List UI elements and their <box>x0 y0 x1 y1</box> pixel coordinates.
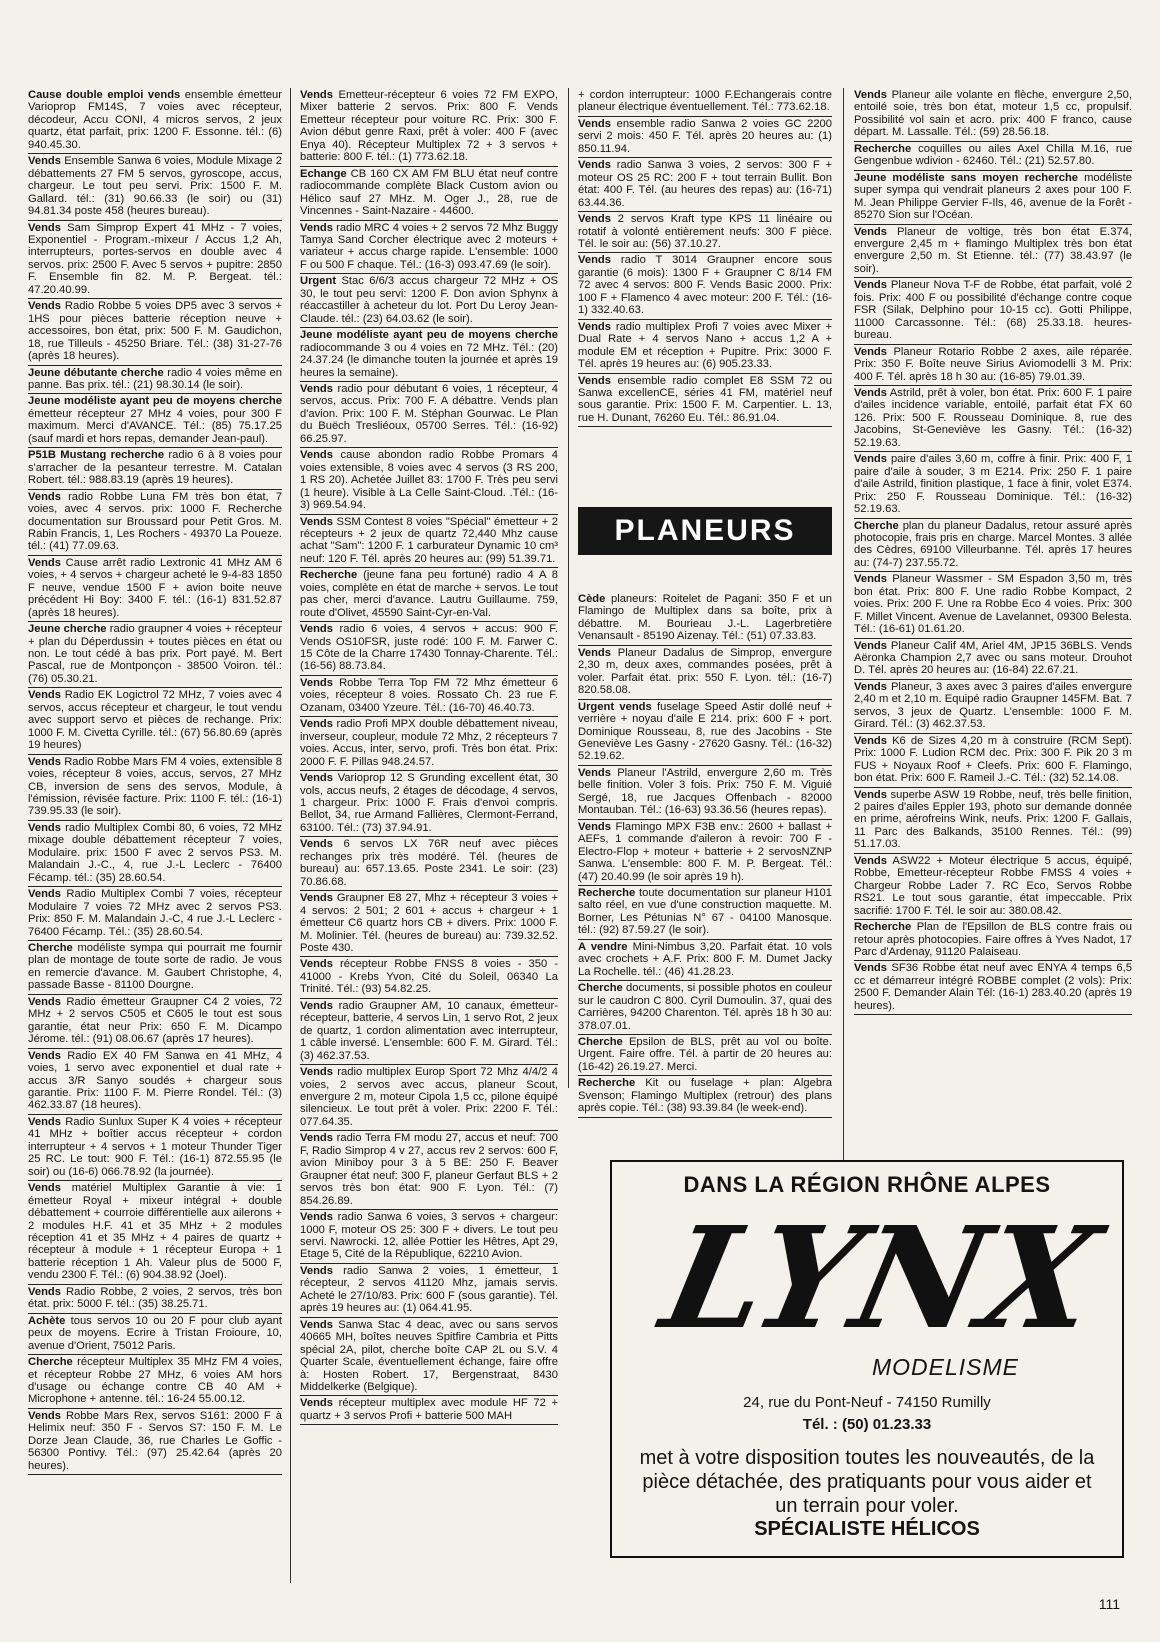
ad-text: Radio Sunlux Super K 4 voies + récepteur 41 MHz + boîtier accus récepteur + cordon interrupteur + 4 servos + 1 moteur Thunder Tiger 25 RC. Le tout: 900 F. Tél.: (16-1) 872.55.95 (le soir) ou (16-6) 066.78.92 (la journée). <box>28 1115 282 1178</box>
ad-text: Radio Robbe, 2 voies, 2 servos, très bon état. prix: 5000 F. tél.: (35) 38.25.71. <box>28 1285 282 1311</box>
ad-keyword: Vends <box>578 766 611 779</box>
lynx-logo <box>650 1196 1112 1361</box>
ad-keyword: Vends <box>300 958 333 971</box>
ad-text: 6 servos LX 76R neuf avec pièces rechanges prix très modéré. Tél. (heures de bureau) au: 657.13.65. Poste 2341. Le soir: (23) 70.86.68. <box>300 838 558 888</box>
ad-keyword: Vends <box>854 453 887 466</box>
ad-text: ASW22 + Moteur électrique 5 accus, équipé, Robbe, Emetteur-récepteur Robbe FMSS 4 voies + Chargeur Robbe Lader 7. RC Eco, Servos Robbe RS21. Le tout sous garantie, état impeccable. Prix sacrifié: 1700 F. Tél. le soir au: 380.08.42. <box>854 854 1132 917</box>
classified-ad <box>854 345 1132 386</box>
classified-ad <box>578 820 832 886</box>
classified-ad <box>300 515 558 569</box>
classified-ad <box>28 556 282 622</box>
classified-ad <box>28 755 282 821</box>
ad-keyword: Vends <box>300 221 333 234</box>
classified-ad <box>28 995 282 1049</box>
classified-ad <box>28 887 282 941</box>
lynx-logo-text: LYNX <box>650 1196 1112 1361</box>
ad-text: radio pour débutant 6 voies, 1 récepteur, 4 servos, accus. Prix: 700 F. A débattre. Vends plan d'avion. Prix: 100 F. M. Stéphan Gourwac. Le Plan du Buëch Tresliéoux, 05700 Serres. Tél.: (16-92) 66.25.97. <box>300 382 558 445</box>
classified-ad <box>28 366 282 395</box>
ad-text: Radio Robbe 5 voies DP5 avec 3 servos + 1HS pour pièces batterie réception neuve + accessoires, bon état, prix: 500 F. M. Gaudichon, 18, rue Tilleuls - 45250 Briare. Tél.: (38) 31-27-76 (après 18 heures). <box>28 300 282 363</box>
ad-keyword: Jeune modéliste sans moyen recherche <box>854 171 1078 184</box>
ad-text: toute documentation sur planeur H101 salto réel, en vue d'une construction maquette. M. Borner, Les Pétunias N° 67 - 04100 Manosque. tél.: (92) 87.59.27 (le soir). <box>578 886 832 937</box>
ad-text: radio multiplex Profi 7 voies avec Mixer + Dual Rate + 4 servos Nano + accus 1,2 A + module EM et réception + Pupitre. Prix: 3000 F. Tél. après 19 heures au: (6) 905.23.33. <box>578 320 832 371</box>
ad-text: radio Multiplex Combi 80, 6 voies, 72 MHz mixage double débattement récepteur 7 voies, Modulaire. prix: 1500 F avec 2 servos PS3. M. Malandain J.-C., 4, rue J.-L Leclerc - 76400 Fécamp. tél.: (35) 28.60.54. <box>28 821 282 884</box>
classified-ad <box>28 394 282 448</box>
ad-keyword: Vends <box>854 854 887 867</box>
ad-text: radio 6 à 8 voies pour s'arracher de la pesanteur terrestre. M. Catalan Robert. tél.: 988.83.19 (après 19 heures). <box>28 449 283 487</box>
ad-keyword: Vends <box>28 1182 61 1195</box>
ad-keyword: Vends <box>28 300 61 313</box>
classified-ad <box>578 766 832 820</box>
ad-keyword: Echange <box>300 167 347 180</box>
classified-ad <box>578 253 832 319</box>
ad-text: Robbe Terra Top FM 72 Mhz émetteur 6 voies, récepteur 8 voies. Rossato Ch. 23 rue F. Ozanam, 03400 Yzeure. Tél.: (16-70) 46.40.73. <box>300 676 558 714</box>
ad-keyword: Vends <box>300 1264 333 1277</box>
ad-text: Robbe Mars Rex, servos S161: 2000 F à Helimix neuf: 350 F - Servos S7: 150 F. M. Le Dorze Jean Claude, 36, rue Charles Le Goffic - 56300 Pontivy. Tél.: (97) 25.42.64 (après 20 heures). <box>28 1409 282 1472</box>
classified-ad <box>300 622 558 676</box>
ad-text: planeurs: Roitelet de Pagani: 350 F et un Flamingo de Multiplex dans sa boîte, prix à débattre. M. Bourieau J.-L. Lagerbretière Venansault - 85190 Aizenay. Tél.: (51) 07.33.83. <box>578 593 832 643</box>
ad-keyword: Vends <box>28 995 61 1008</box>
ad-text: SF36 Robbe état neuf avec ENYA 4 temps 6,5 cc et démarreur intégré ROBBE complet (2 vols): Prix: 2500 F. Demander Alain Tél: (16-1) 283.40.20 (après 19 heures). <box>854 962 1132 1012</box>
ad-keyword: Vends <box>854 734 887 747</box>
classified-ad <box>578 1035 832 1076</box>
ad-keyword: Vends <box>300 623 333 636</box>
ad-keyword: Vends <box>28 1409 61 1422</box>
classifieds-column-2 <box>300 88 558 1583</box>
ad-text: Planeur Dadalus de Simprop, envergure 2,30 m, deux axes, commandes posées, prêt à voler. Parfait état. prix: 550 F. Lyon. tél.: (16-7) 820.58.08. <box>578 646 832 697</box>
ad-text: radio graupner 4 voies + récepteur + plan du Déperdussin + toutes pièces en état ou non. Le tout cédé à bas prix. Port payé. M. Bert Pascal, rue de Montponçon - 38500 Voiron. tél.: (76) 05.30.21. <box>28 623 282 685</box>
classified-ad <box>578 940 832 981</box>
classified-ad <box>854 572 1132 638</box>
ad-text: radio Robbe Luna FM très bon état, 7 voies, avec 4 servos. prix: 1000 F. Recherche documentation sur Broussard pour Petit Gros. M. Rabin Francis, 1, Les Rochers - 49370 La Poueze. tél.: (41) 77.09.63. <box>28 490 282 553</box>
classified-ad <box>300 1210 558 1264</box>
classified-ad <box>300 274 558 328</box>
ad-text: Planeur Nova T-F de Robbe, état parfait, volé 2 fois. Prix: 400 F ou possibilité d'échange contre coque FSR (Silak, Delphino pour 10-15 cc). Gotti Philippe, 11000 Carcassonne. Tél.: (68) 25.33.18. heures-bureau. <box>854 279 1132 342</box>
ad-keyword: Vends <box>300 382 333 395</box>
classified-ad <box>28 821 282 887</box>
ad-keyword: Vends <box>28 755 61 768</box>
classified-ad <box>28 299 282 365</box>
ad-keyword: Vends <box>28 221 61 234</box>
ad-text: Cause arrêt radio Lextronic 41 MHz AM 6 voies, + 4 servos + chargeur acheté le 9-4-83 1850 F neuve, vendue 1500 F + avion boite neuve précédent Hi Boy: 3400 F. tél.: (16-1) 831.52.87 (après 18 heures). <box>28 556 282 619</box>
ad-text: Radio Multiplex Combi 7 voies, récepteur Modulaire 7 voies 72 MHz avec 2 servos PS3. Prix: 850 F. M. Malandain J.-C, 4 rue J.-L Leclerc - 76400 Fécamp. Tél.: (35) 28.60.54. <box>28 888 282 938</box>
ad-text: plan du planeur Dadalus, retour assuré après photocopie, frais pris en charge. Marcel Montes. 3 allée des Cèdres, 69100 Villeurbanne. Tél. après 17 heures au: (74-7) 237.55.72. <box>854 519 1132 569</box>
classified-ad <box>300 771 558 837</box>
classified-ad <box>300 1318 558 1397</box>
ad-text: Planeur, 3 axes avec 3 paires d'ailes envergure 2,40 m et 2,10 m. Equipé radio Graupner 145FM. Bat. 7 servos, 3 jeux de Quartz. L'ensemble: 1000 F. M. Girard. Tél.: (3) 462.37.53. <box>854 680 1132 731</box>
classified-ad <box>578 981 832 1035</box>
ad-text: Planeur l'Astrild, envergure 2,60 m. Très belle finition. Voler 3 fois. Prix: 750 F. M. Viguié Sergé, 18, rue Jacques Offenbach - 82000 Montauban. Tél.: (16-63) 93.36.56 (heures repas). <box>578 766 832 817</box>
ad-keyword: Vends <box>28 821 61 834</box>
ad-keyword: Vends <box>28 490 61 503</box>
ad-keyword: Cherche <box>578 982 623 995</box>
classified-ad <box>28 1285 282 1314</box>
ad-keyword: Recherche <box>578 886 636 899</box>
ad-keyword: Vends <box>854 788 887 801</box>
ad-text: Graupner E8 27, Mhz + récepteur 3 voies + 4 servos: 2 501; 2 601 + accus + chargeur + 1 émetteur C6 quartz hors CB + divers. Prix: 1000 F. M. Molinier. Tél. (heures de bureau) au: 739.32.52. Poste 430. <box>300 892 558 954</box>
ad-keyword: Cherche <box>578 1035 623 1048</box>
ad-text: ensemble émetteur Varioprop FM14S, 7 voies avec récepteur, décodeur, Accu CONI, 4 micros servos, 2 jeux quartz, état parfait, prix: 1200 F. Essonne. tél.: (6) 940.45.30. <box>28 89 282 151</box>
ad-keyword: Vends <box>578 320 611 333</box>
column-divider <box>843 88 844 1188</box>
classified-ad <box>578 592 832 646</box>
classified-ad <box>300 999 558 1065</box>
ad-keyword: Vends <box>300 838 333 851</box>
classified-ad <box>28 221 282 300</box>
ad-text: Radio émetteur Graupner C4 2 voies, 72 MHz + 2 servos C505 et C605 le tout est sous garantie, état neur Prix: 650 F. M. Dicampo Jérome. tél.: (91) 08.06.67 (après 17 heures). <box>28 995 282 1046</box>
classified-ad <box>854 788 1132 854</box>
ad-keyword: Vends <box>300 89 333 101</box>
ad-text: coquilles ou ailes Axel Chilla M.16, rue Gengenbue wdivion - 62460. Tél.: (21) 52.57.80. <box>854 142 1132 168</box>
classified-ad <box>578 158 832 212</box>
ad-text: radio Terra FM modu 27, accus et neuf: 700 F, Radio Simprop 4 v 27, accus rev 2 servos: 600 F, avion Miniboy pour 3 à 5 BE: 250 F. Beaver Graupner état neuf: 300 F, planeur Gerfaut BLS + 2 servos très bon état: 900 F. Lyon. Tél.: (7) 854.26.89. <box>300 1132 558 1207</box>
classified-ad <box>578 886 832 940</box>
classified-ad <box>854 278 1132 344</box>
classified-ad <box>300 568 558 622</box>
ad-region-heading: DANS LA RÉGION RHÔNE ALPES <box>683 1172 1051 1197</box>
ad-text: radio 6 voies, 4 servos + accus: 900 F. Vends OS10FSR, juste rodé: 100 F. M. Farwer C. 15 Côte de la Charre 17430 Tonnay-Charente. Tél.: (16-56) 88.73.84. <box>300 623 558 673</box>
ad-keyword: Vends <box>300 515 333 528</box>
ad-keyword: Cherche <box>28 942 73 954</box>
ad-keyword: Vends <box>300 1066 333 1079</box>
classified-ad <box>578 374 832 428</box>
classified-ad <box>28 1314 282 1355</box>
classified-ad <box>854 142 1132 171</box>
ad-keyword: Vends <box>854 386 887 399</box>
ad-text: cause abondon radio Robbe Promars 4 voies extensible, 8 voies avec 4 servos (3 RS 200, 1 RS 20). Achetée Juillet 83: 1700 F. Très peu servi (1 heure). Visible à La Celle Saint-Cloud. .Tél.: (16-3) 969.54.94. <box>300 449 558 512</box>
ad-keyword: Vends <box>28 556 61 569</box>
classified-ad <box>300 221 558 275</box>
ad-text: radiocommande 3 ou 4 voies en 72 MHz. Tél.: (20) 24.37.24 (le dimanche touten la journée et après 19 heures la semaine). <box>300 341 558 379</box>
ad-keyword: Vends <box>28 1115 61 1128</box>
ad-keyword: Vends <box>578 117 611 130</box>
ad-text: radio Sanwa 3 voies, 2 servos: 300 F + moteur OS 25 RC: 200 F + tout terrain Bullit. Bon état: 400 F. Tél. (au heures des repas) au: (16-71) 63.44.36. <box>578 159 832 209</box>
classified-ad <box>854 386 1132 452</box>
classified-ad <box>300 328 558 382</box>
ad-address: 24, rue du Pont-Neuf - 74150 Rumilly <box>743 1394 991 1411</box>
ad-text: Emetteur-récepteur 6 voies 72 FM EXPO, Mixer batterie 2 servos. Prix: 800 F. Vends Emetteur récepteur pour voiture RC. Prix: 300 F. Avion début genre Raxi, prêt à voler: 400 F (avec Enya 40). Récepteur Multiplex 72 + 3 servos + batterie: 800 F. tél.: (1) 773.62.18. <box>300 89 558 164</box>
ad-text: Planeur Wassmer - SM Espadon 3,50 m, très bon état. Prix: 800 F. Une radio Robbe Kompact, 2 voies. Prix: 200 F. Une ra Robbe Eco 4 voies. Prix: 300 F. Millet Vincent. Avenue de Lavelannet, 09300 Belesta. Tél.: (16-61) 01.61.20. <box>854 573 1132 636</box>
column-divider <box>290 88 291 1583</box>
lynx-advertisement <box>610 1160 1124 1558</box>
ad-text: SSM Contest 8 voies "Spécial" émetteur + 2 récepteurs + 2 jeux de quartz 72,440 Mhz cause achat "Sam": 1200 F. 1 carburateur Dynamic 10 cm³ neuf: 120 F. Tél. après 20 heures au: (99) 51.39.71. <box>300 515 558 565</box>
ad-keyword: Vends <box>300 1211 333 1224</box>
ad-keyword: Urgent <box>300 275 337 288</box>
ad-text: radio 4 voies même en panne. Bas prix. tél.: (21) 98.30.14 (le soir). <box>28 366 282 391</box>
ad-telephone: Tél. : (50) 01.23.33 <box>802 1416 932 1433</box>
ad-message: met à votre disposition toutes les nouveautés, de la pièce détachée, des pratiquants pour vous aider et un terrain pour voler. <box>639 1447 1095 1517</box>
classified-ad <box>300 891 558 957</box>
classifieds-column-3 <box>578 88 832 498</box>
classified-ad <box>854 171 1132 225</box>
ad-text: Planeur Rotario Robbe 2 axes, aile réparée. Prix: 350 F. Boîte neuve Sirius Aviomodelli 3 M. Prix: 400 F. Tél. après 18 h 30 au: (16-85) 79.01.39. <box>854 345 1132 383</box>
page-number: 111 <box>1098 1596 1120 1612</box>
ad-keyword: Vends <box>854 89 887 101</box>
ad-keyword: Vends <box>28 1049 61 1062</box>
ad-keyword: Vends <box>300 718 333 731</box>
ad-text: Radio Robbe Mars FM 4 voies, extensible 8 voies, récepteur 8 voies, accus, servos, 27 MHz CB, inversion de sens des servos, Module, à l'émission, révisée facture. Prix: 1100 F. tél.: (16-1) 739.95.33 (le soir). <box>28 755 282 818</box>
ad-text: Planeur de voltige, très bon état E.374, envergure 2,45 m + flamingo Multiplex très bon état envergure 2,50 m. St Etienne. tél.: (77) 38.43.97 (le soir). <box>854 225 1132 275</box>
ad-text: Sanwa Stac 4 deac, avec ou sans servos 40665 MH, boîtes neuves Spitfire Cambria et Pitts spécial 2A, pilot, cherche boîte CAP 2L ou S.V. 4 Quarter Scale, éventuellement échange, faire offre à: Hosten Robert. 17, Bergenstraat, 8430 Middelkerke (Belgique). <box>300 1318 558 1393</box>
ad-keyword: Vends <box>28 888 61 901</box>
ad-keyword: Vends <box>578 646 611 659</box>
ad-text: Planeur Calif 4M, Ariel 4M, JP15 36BLS. Vends Aëronka Champion 2,7 avec ou sans moteur. Drouhot D. Tél. après 20 heures au: (16-84) 22.67.21. <box>854 639 1132 677</box>
classified-ad <box>854 88 1132 142</box>
ad-text: 2 servos Kraft type KPS 11 linéaire ou rotatif à volonté entièrement neufs: 300 F pièce. Tél. le soir au: (56) 37.10.27. <box>578 213 832 250</box>
classified-ad <box>300 167 558 221</box>
classified-ad <box>300 1131 558 1210</box>
classified-ad <box>28 622 282 688</box>
ad-keyword: Cause double emploi vends <box>28 89 181 101</box>
ad-keyword: Vends <box>854 573 887 586</box>
ad-text: Kit ou fuselage + plan: Algebra Svenson; Flamingo Multiplex (retrour) des plans après copie. Tél.: (38) 93.39.84 (le week-end). <box>578 1077 832 1115</box>
ad-text: Flamingo MPX F3B env.: 2600 + ballast + AEFs, 1 commande d'aileron à revoir: 700 F - Electro-Flop + moteur + batterie + 2 servosNZNP Sanwa. L'ensemble: 800 F. M. P. Bergeat. Tél.: (47) 20.40.99 (le soir après 19 h). <box>578 820 832 883</box>
ad-text: paire d'ailes 3,60 m, coffre à finir. Prix: 400 F, 1 paire d'aile à souder, 3 m E214. Prix: 250 F. 1 paire d'aile Astrild, finition plastique, 1 face à finir, volet E374. Prix: 250 F. Rousseau Dominique. Tél.: (16-32) 52.19.63. <box>854 453 1132 516</box>
ad-keyword: Vends <box>300 892 333 905</box>
classified-ad <box>28 1049 282 1115</box>
ad-keyword: Achète <box>28 1314 66 1327</box>
ad-keyword: Jeune cherche <box>28 623 107 636</box>
ad-text: K6 de Sizes 4,20 m à construire (RCM Sept). Prix: 1000 F. Ludion RCM dec. Prix: 300 F. Pik 20 3 m FUS + Noyaux Roof + Cleefs. Prix: 600 F. Flamingo, bon état. Prix: 600 F. Rameil J.-C. Tél.: (32) 52.14.08. <box>854 734 1132 785</box>
ad-text: Ensemble Sanwa 6 voies, Module Mixage 2 débattements 27 FM 5 servos, gyroscope, accus, chargeur. Le tout peu servi. Prix: 1500 F. M. Gallard. tél.: (31) 90.66.33 (le soir) ou (31) 94.81.34 poste 458 (heures bureau). <box>28 155 282 218</box>
ad-keyword: Vends <box>578 374 611 387</box>
ad-text: Radio EX 40 FM Sanwa en 41 MHz, 4 voies, 1 servo avec exponentiel et dual rate + accus 3/R Sanyo soudés + chargeur sous garantie. Prix: 1100 F. M. Pierre Rondel. Tél.: (3) 462.33.87 (18 heures). <box>28 1049 282 1112</box>
classified-ad <box>300 1396 558 1425</box>
ad-text: Astrild, prêt à voler, bon état. Prix: 600 F. 1 paire d'ailes incidence variable, entoilé, parfait état FX 60 126. Prix: 500 F. Rousseau Dominique. 8, rue des Jacobins, St-Geneviève les Gasny. Tél.: (16-32) 52.19.63. <box>854 386 1132 449</box>
ad-text: radio multiplex Europ Sport 72 Mhz 4/4/2 4 voies, 2 servos avec accus, planeur Scout, envergure 2 m, moteur Cipola 1,5 cc, pilone équipé silencieux. Le tout prêt à voler. Prix: 2200 F. Tél.: 077.64.35. <box>300 1066 558 1128</box>
ad-text: tous servos 10 ou 20 F pour club ayant peux de moyens. Ecrire à Tristan Froioure, 10, avenue d'Orient, 75012 Paris. <box>28 1314 282 1352</box>
ad-keyword: A vendre <box>578 940 628 953</box>
classified-ad <box>300 1065 558 1131</box>
ad-keyword: Vends <box>28 155 61 168</box>
ad-keyword: Cherche <box>28 1356 73 1369</box>
ad-text: Mini-Nimbus 3,20. Parfait état. 10 vols avec crochets + A.F. Prix: 800 F. M. Dumet Jacky La Rochelle. tél.: (46) 41.28.23. <box>578 940 832 978</box>
classified-ad <box>28 448 282 489</box>
ad-keyword: Jeune débutante cherche <box>28 366 164 379</box>
classified-ad <box>28 88 282 154</box>
ad-text: Stac 6/6/3 accus chargeur 72 MHz + OS 30, le tout peu servi: 1200 F. Don avion Sphynx à réaccastiller à acheteur du lot. Port Du Leroy Jean-Claude. tél.: (23) 64.03.62 (le soir). <box>300 275 558 325</box>
classified-ad <box>578 88 832 117</box>
ad-text: CB 160 CX AM FM BLU état neuf contre radiocommande complète Black Custom avion ou Hélico sauf 27 MHz. M. Oger J., 28, rue de Vincennes - Saint-Nazaire - 44600. <box>300 167 558 218</box>
ad-keyword: Recherche <box>300 569 358 582</box>
ad-text: radio Sanwa 6 voies, 3 servos + chargeur: 1000 F, moteur OS 25: 300 F + divers. Le tout peu servi. Nawrocki. 12, allée Pottier les Hêtres, Apt 29, Etage 5, Cité de la République, 62210 Avion. <box>300 1211 558 1261</box>
classified-ad <box>854 452 1132 518</box>
ad-keyword: Vends <box>578 254 611 267</box>
classified-ad <box>28 1115 282 1181</box>
ad-text: matériel Multiplex Garantie à vie: 1 émetteur Royal + mixeur intégral + double débattement + courroie différentielle aux ailerons + 2 modules H.F. 41 et 35 MHz + 2 modules réception 41 et 35 MHz + 4 paires de quartz + récepteur à module + 1 récepteur Europa + 1 batterie réception 1 Ah. Valeur plus de 5000 F, vendu 2300 F. Tél.: (6) 904.38.92 (Joel). <box>28 1182 282 1282</box>
ad-text: récepteur multiplex avec module HF 72 + quartz + 3 servos Profi + batterie 500 MAH <box>300 1397 558 1422</box>
ad-text: Radio EK Logictrol 72 MHz, 7 voies avec 4 servos, accus récepteur et chargeur, le tout vendu avec support servo et pièces de rechange. Prix: 1000 F. M. Civetta Cyrille. tél.: (67) 56.80.69 (après 19 heures) <box>28 689 282 752</box>
classified-ad <box>28 941 282 995</box>
ad-text: modéliste sympa qui pourrait me fournir plan de montage de toute sorte de radio. Je vous en remercie d'avance. M. Gaubert Christophe, 4, passade Basse - 81100 Dourgne. <box>28 942 282 992</box>
ad-keyword: Vends <box>854 279 887 292</box>
ad-text: (jeune fana peu fortuné) radio 4 A 8 voies, complète en état de marche + servos. Le tout pas cher, merci d'avance. Lautru Guillaume. 759, route d'Olivet, 45590 Saint-Cyr-en-Val. <box>300 569 558 619</box>
classified-ad <box>28 1409 282 1475</box>
ad-text: Varioprop 12 S Grunding excellent état, 30 vols, accus neufs, 2 étages de décodage, 4 servos, 1 chargeur. Prix: 1000 F. Frais d'envoi compris. Bellot, 34, rue Armand Fallières, Clermont-Ferrand, 63100. Tél.: (73) 37.94.91. <box>300 772 558 834</box>
ad-keyword: Vends <box>854 345 887 358</box>
classified-ad <box>300 448 558 514</box>
ad-keyword: Vends <box>300 676 333 689</box>
ad-keyword: Recherche <box>854 142 912 155</box>
classified-ad <box>300 676 558 717</box>
classified-ad <box>300 957 558 998</box>
ad-text: documents, si possible photos en couleur sur le caudron C 800. Cyril Dumoulin. 37, quai des Carrières, 94200 Charenton. Tél. après 18 h 30 au: 378.07.01. <box>578 982 832 1032</box>
ad-text: ensemble radio Sanwa 2 voies GC 2200 servi 2 mois: 450 F. Tél. après 20 heures au: (1) 850.11.94. <box>578 117 832 155</box>
classified-ad <box>28 1355 282 1409</box>
classified-ad <box>300 717 558 771</box>
ad-keyword: P51B Mustang recherche <box>28 449 165 462</box>
ad-keyword: Vends <box>854 639 887 652</box>
classified-ad <box>854 961 1132 1015</box>
ad-text: radio MRC 4 voies + 2 servos 72 Mhz Buggy Tamya Sand Corcher électrique avec 2 moteurs + variateur + accus charge rapide. L'ensemble: 1000 F ou 500 F chaque. Tél.: (16-3) 093.47.69 (le soir). <box>300 221 558 271</box>
ad-keyword: Recherche <box>854 921 912 934</box>
classified-ad <box>300 1264 558 1318</box>
classified-ad <box>578 117 832 158</box>
section-banner-planeurs: PLANEURS <box>578 507 832 555</box>
ad-keyword: Cherche <box>854 519 899 532</box>
classified-ad <box>854 519 1132 573</box>
ad-keyword: Vends <box>300 999 333 1012</box>
ad-keyword: Cède <box>578 593 606 605</box>
ad-text: fuselage Speed Astir dollé neuf + verrière + noyau d'aile E 214. prix: 600 F + port. Dominique Rousseau, 8, rue des Jacobins - Ste Geneviève Les Gasny - 27620 Gasny. Tél.: (16-32) 52.19.62. <box>578 700 833 763</box>
ad-keyword: Vends <box>300 1397 333 1410</box>
ad-text: superbe ASW 19 Robbe, neuf, très belle finition, 2 paires d'ailes Eppler 193, photo sur demande donnée en prime, aérofreins Wink, neufs. Prix: 1200 F. Gallais, 11 Parc des Balkands, 35100 Rennes. Tél.: (99) 51.17.03. <box>854 788 1132 851</box>
classified-ad <box>578 320 832 374</box>
ad-keyword: Vends <box>28 689 61 702</box>
classified-ad <box>854 680 1132 734</box>
ad-text: émetteur récepteur 27 MHz 4 voies, pour 300 F maximum. Merci d'AVANCE. Tél.: (85) 75.17.25 (sauf mardi et hors repas, demander Jean-paul). <box>28 407 282 445</box>
ad-text: Sam Simprop Expert 41 MHz - 7 voies, Exponentiel - Program.-mixeur / Accus 1,2 Ah, interrupteurs, portes-servos en double avec 4 servos. prix: 2500 F. Avec 5 servos + pupitre: 2850 F. Ensemble fin 82. M. P. Bergeat. tél.: 47.20.40.99. <box>28 221 282 296</box>
classified-ad <box>28 1181 282 1285</box>
ad-text: Plan de l'Epsillon de BLS contre frais ou retour après photocopies. Faire offres à Yves Nadot, 17 Parc d'Ardenay, 91120 Palaiseau. <box>854 921 1132 958</box>
ad-keyword: Vends <box>578 159 611 172</box>
ad-text: modéliste super sympa qui vendrait planeurs 2 axes pour 100 F. M. Jean Philippe Gervier F-Ils, 46, avenue de la Forêt - 85270 Sion sur l'Océan. <box>854 171 1132 222</box>
classifieds-column-4 <box>854 88 1132 1193</box>
ad-keyword: Vends <box>300 1132 333 1145</box>
ad-keyword: Vends <box>854 680 887 693</box>
ad-keyword: Vends <box>854 225 887 238</box>
classified-ad <box>300 88 558 167</box>
ad-specialty: SPÉCIALISTE HÉLICOS <box>754 1518 980 1540</box>
ad-text: radio Profi MPX double débattement niveau, inverseur, coupleur, module 72 Mhz, 2 récepteurs 7 voies. Accus, inter, servo, profi. Très bon état. Prix: 2000 F. F. Pillas 948.24.57. <box>300 718 558 768</box>
ad-text: radio T 3014 Graupner encore sous garantie (6 mois): 1300 F + Graupner C 8/14 FM 72 avec 4 servos: 800 F. Vends Basic 2000. Prix: 100 F + Flamenco 4 avec moteur: 200 F. Tél.: (16-1) 332.40.63. <box>578 254 832 317</box>
column-divider <box>568 88 569 1088</box>
ad-text: Planeur aile volante en flèche, envergure 2,50, entoilé soie, très bon état, moteur 1,5 cc, propulsif. Possibilité vol sain et acro. prix: 400 F franco, cause départ. M. Lassalle. Tél.: (59) 28.56.18. <box>854 89 1132 139</box>
classified-ad <box>28 490 282 556</box>
classified-ad <box>854 225 1132 279</box>
ad-text: récepteur Multiplex 35 MHz FM 4 voies, et récepteur Robbe 27 MHz, 6 voies AM hors d'usage ou échange contre CB 40 AM + Microphone + antenne. tél.: 16-24 55.00.12. <box>28 1356 282 1406</box>
ad-keyword: Jeune modéliste ayant peu de moyens cherche <box>300 329 558 342</box>
ad-keyword: Vends <box>300 1318 333 1331</box>
ad-keyword: Vends <box>854 962 887 975</box>
ad-keyword: Vends <box>300 772 333 785</box>
classifieds-column-3-planeurs <box>578 592 833 1115</box>
classified-ad <box>578 1076 832 1117</box>
classified-ad <box>578 700 832 766</box>
classified-ad <box>300 837 558 891</box>
ad-text: Epsilon de BLS, prêt au vol ou boîte. Urgent. Faire offre. Tél. à partir de 20 heures au: (16-42) 26.19.27. Merci. <box>578 1035 832 1073</box>
ad-subtitle: MODELISME <box>872 1354 1020 1380</box>
ad-text: + cordon interrupteur: 1000 F.Echangerais contre planeur électrique éventuellement. Tél.: 773.62.18. <box>578 89 832 114</box>
ad-keyword: Vends <box>28 1285 61 1298</box>
ad-keyword: Vends <box>578 820 611 833</box>
ad-keyword: Recherche <box>578 1077 636 1090</box>
ad-text: ensemble radio complet E8 SSM 72 ou Sanwa excellenCE, séries 41 FM, matériel neuf sous garantie. Prix: 1500 F. M. Carpentier. L. 13, rue H. Dunant, 76260 Eu. Tél.: 86.91.04. <box>578 374 832 424</box>
classified-ad <box>578 212 832 253</box>
ad-keyword: Jeune modéliste ayant peu de moyens cherche <box>28 395 282 408</box>
ad-keyword: Vends <box>300 449 333 462</box>
classified-ad <box>854 854 1132 920</box>
ad-keyword: Urgent vends <box>578 700 652 713</box>
classified-ad <box>854 639 1132 680</box>
classified-ad <box>578 646 832 700</box>
ad-keyword: Vends <box>578 213 611 226</box>
ad-text: récepteur Robbe FNSS 8 voies - 350 - 41000 - Krebs Yvon, Cité du Soleil, 06340 La Trinité. Tél.: (93) 54.82.25. <box>300 958 558 996</box>
ad-text: radio Sanwa 2 voies, 1 émetteur, 1 récepteur, 2 servos 41120 Mhz, jamais servis. Acheté le 27/10/83. Prix: 600 F (sous garantie). Tél. après 19 heures au: (1) 064.41.95. <box>300 1264 558 1315</box>
classified-ad <box>28 688 282 754</box>
classified-ad <box>300 382 558 448</box>
classified-ad <box>854 734 1132 788</box>
classifieds-column-1 <box>28 88 282 1583</box>
ad-text: radio Graupner AM, 10 canaux, émetteur-récepteur, batterie, 4 servos Lin, 1 servo Rot, 2 jeux de quartz, 1 cordon alimentation avec interrupteur, 1 câble inversé. L'ensemble: 600 F. M. Girard. Tél.: (3) 462.37.53. <box>300 999 558 1062</box>
classified-ad <box>28 154 282 220</box>
classified-ad <box>854 920 1132 961</box>
